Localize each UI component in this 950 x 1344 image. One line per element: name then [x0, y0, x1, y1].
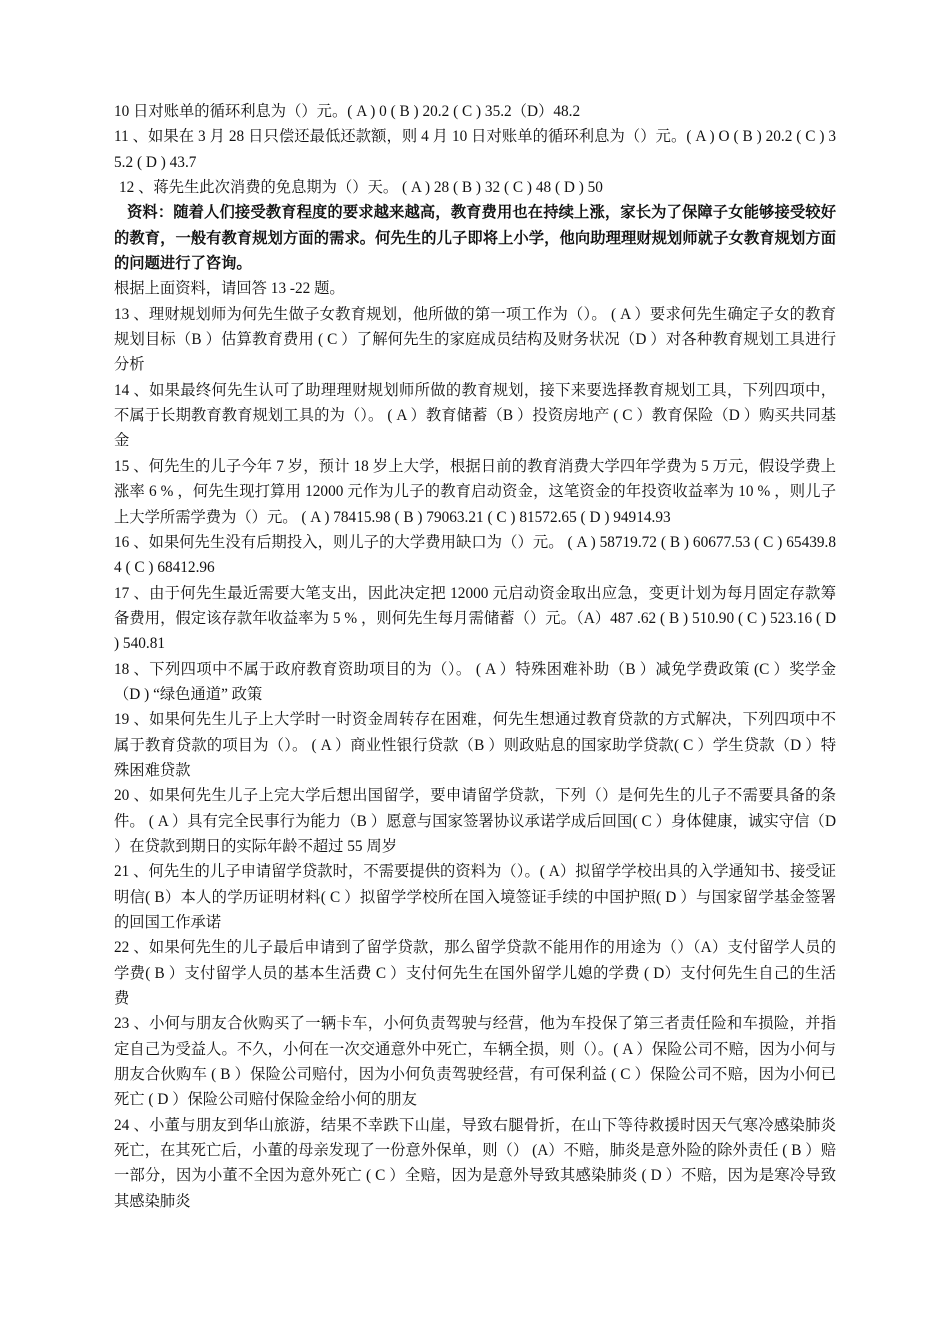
question-12: 12 、蒋先生此次消费的免息期为（）天。 ( A ) 28 ( B ) 32 ( C ) 48 ( D ) 50: [119, 179, 603, 197]
question-15: 15 、何先生的儿子今年 7 岁，预计 18 岁上大学，根据日前的教育消费大学四年学费为 5 万元，假设学费上涨率 6 % ，何先生现打算用 12000 元作为儿子的教育启动资金，这笔资金的年投资收益率为 10 % ，则儿子上大学所需学费为（）元。 ( A ) 78415.98 ( B ) 79063.21 ( C ) 81572.65 ( D ) 94914.93: [114, 457, 836, 526]
question-18: 18 、下列四项中不属于政府教育资助项目的为（）。 ( A ）特殊困难补助（B ）减免学费政策 (C ）奖学金（D ) “绿色通道” 政策: [114, 660, 836, 703]
document-page: [114, 99, 836, 1214]
question-17: 17 、由于何先生最近需要大笔支出，因此决定把 12000 元启动资金取出应急，变更计划为每月固定存款筹备费用，假定该存款年收益率为 5 % ，则何先生每月需储蓄（）元。（A）487 .62 ( B ) 510.90 ( C ) 523.16 ( D ) 540.81: [114, 584, 836, 653]
question-16: 16 、如果何先生没有后期投入，则儿子的大学费用缺口为（）元。 ( A ) 58719.72 ( B ) 60677.53 ( C ) 65439.84 ( C ) 68412.96: [114, 533, 836, 577]
question-14: 14 、如果最终何先生认可了助理理财规划师所做的教育规划，接下来要选择教育规划工具，下列四项中，不属于长期教育教育规划工具的为（）。 ( A ）教育储蓄（B ）投资房地产 ( C ）教育保险（D ）购买共同基金: [114, 381, 836, 450]
material-paragraph: 资料：随着人们接受教育程度的要求越来越高，教育费用也在持续上涨，家长为了保障子女能够接受较好的教育，一般有教育规划方面的需求。何先生的儿子即将上小学，他向助理理财规划师就子女教育规划方面的问题进行了咨询。: [114, 204, 836, 273]
question-21: 21 、何先生的儿子申请留学贷款时，不需要提供的资料为（）。( A）拟留学学校出具的入学通知书、接受证明信( B）本人的学历证明材料( C ）拟留学学校所在国入境签证手续的中国护照( D ）与国家留学基金签署的回国工作承诺: [114, 863, 836, 931]
question-24: 24 、小董与朋友到华山旅游，结果不幸跌下山崖，导致右腿骨折，在山下等待救援时因天气寒冷感染肺炎死亡，在其死亡后，小董的母亲发现了一份意外保单，则（） (A）不赔，肺炎是意外险的除外责任 ( B ）赔一部分，因为小董不全因为意外死亡 ( C ）全赔，因为是意外导致其感染肺炎 ( D ）不赔，因为是寒冷导致其感染肺炎: [114, 1116, 836, 1210]
question-19: 19 、如果何先生儿子上大学时一时资金周转存在困难，何先生想通过教育贷款的方式解决，下列四项中不属于教育贷款的项目为（）。 ( A ）商业性银行贷款（B ）则政贴息的国家助学贷款( C ）学生贷款（D ）特殊困难贷款: [114, 711, 836, 779]
question-13: 13 、理财规划师为何先生做子女教育规划，他所做的第一项工作为（）。 ( A ）要求何先生确定子女的教育规划目标（B ）估算教育费用 ( C ）了解何先生的家庭成员结构及财务状况（D ）对各种教育规划工具进行分析: [114, 305, 836, 374]
question-11: 11 、如果在 3 月 28 日只偿还最低还款额，则 4 月 10 日对账单的循环利息为（）元。( A ) O ( B ) 20.2 ( C ) 35.2 ( D ) 43.7: [114, 128, 836, 171]
question-20: 20 、如果何先生儿子上完大学后想出国留学，要申请留学贷款，下列（）是何先生的儿子不需要具备的条件。 ( A ）具有完全民事行为能力（B ）愿意与国家签署协议承诺学成后回国( C ）身体健康，诚实守信（D ）在贷款到期日的实际年龄不超过 55 周岁: [114, 787, 836, 855]
question-22: 22 、如果何先生的儿子最后申请到了留学贷款，那么留学贷款不能用作的用途为（）（A）支付留学人员的学费( B ）支付留学人员的基本生活费 C ）支付何先生在国外留学儿媳的学费 ( D）支付何先生自己的生活费: [114, 939, 836, 1008]
instruction-line: 根据上面资料，请回答 13 -22 题。: [114, 280, 345, 298]
question-23: 23 、小何与朋友合伙购买了一辆卡车，小何负责驾驶与经营，他为车投保了第三者责任险和车损险，并指定自己为受益人。不久，小何在一次交通意外中死亡，车辆全损，则（）。( A ）保险公司不赔，因为小何与朋友合伙购车 ( B ）保险公司赔付，因为小何负责驾驶经营，有可保利益 ( C ）保险公司不赔，因为小何已死亡 ( D ）保险公司赔付保险金给小何的朋友: [114, 1015, 836, 1109]
question-10-tail: 10 日对账单的循环利息为（）元。( A ) 0 ( B ) 20.2 ( C ) 35.2（D）48.2: [114, 103, 581, 120]
